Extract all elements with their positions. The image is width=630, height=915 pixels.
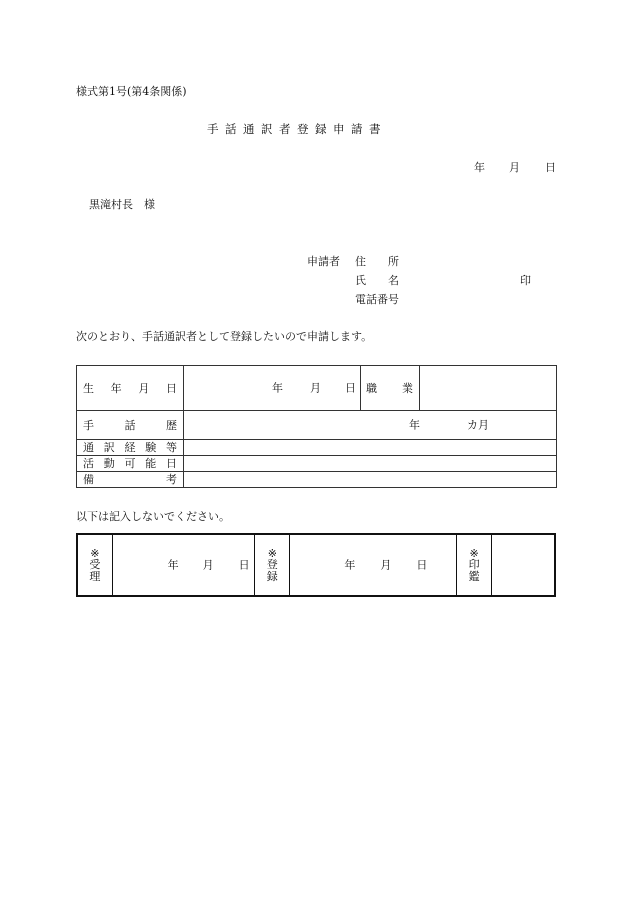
history-char-3: 歴 xyxy=(166,418,177,432)
received-year-label: 年 xyxy=(167,558,179,572)
history-year-label: 年 xyxy=(409,418,420,432)
seal-label-cell xyxy=(457,534,492,596)
received-day-label: 日 xyxy=(238,558,250,572)
birth-day-label: 日 xyxy=(345,381,356,395)
registered-char-1: 登 xyxy=(266,558,278,572)
birthdate-char-4: 日 xyxy=(165,381,177,395)
birthdate-value-cell[interactable] xyxy=(184,366,361,411)
interpret-exp-row xyxy=(77,440,557,456)
remarks-row xyxy=(77,472,557,488)
days-char-1: 活 xyxy=(83,457,94,470)
days-char-4: 能 xyxy=(145,457,157,470)
date-month-label: 月 xyxy=(509,161,520,174)
history-char-2: 話 xyxy=(124,418,136,432)
birth-month-label: 月 xyxy=(310,381,321,395)
office-use-row xyxy=(77,534,555,596)
remarks-value-cell[interactable] xyxy=(184,472,557,488)
seal-mark-symbol: ※ xyxy=(469,546,479,560)
remarks-char-2: 考 xyxy=(166,473,177,486)
note-text: 以下は記入しないでください。 xyxy=(76,510,230,523)
remarks-label-cell xyxy=(77,472,184,488)
exp-char-3: 経 xyxy=(124,441,136,454)
history-char-1: 手 xyxy=(83,418,94,432)
exp-char-4: 験 xyxy=(145,441,157,454)
received-month-label: 月 xyxy=(202,558,214,572)
remarks-char-1: 備 xyxy=(83,473,94,486)
seal-value-cell xyxy=(492,534,555,596)
received-date-cell xyxy=(112,534,255,596)
exp-char-2: 訳 xyxy=(103,441,115,454)
registered-char-2: 録 xyxy=(266,569,278,583)
date-day-label: 日 xyxy=(545,161,556,174)
received-mark: ※ xyxy=(90,546,100,560)
exp-char-5: 等 xyxy=(166,441,177,454)
received-label-cell xyxy=(77,534,112,596)
birthdate-char-1: 生 xyxy=(83,381,94,395)
date-year-label: 年 xyxy=(474,161,485,174)
activity-days-label-cell xyxy=(77,456,184,472)
registered-year-label: 年 xyxy=(344,558,356,572)
page-title: 手話通訳者登録申請書 xyxy=(207,122,387,136)
application-table xyxy=(76,365,557,488)
days-char-2: 動 xyxy=(103,457,115,470)
days-char-5: 日 xyxy=(166,457,177,470)
activity-days-row xyxy=(77,456,557,472)
birthdate-row xyxy=(77,366,557,411)
activity-days-value-cell[interactable] xyxy=(184,456,557,472)
form-number: 様式第1号(第4条関係) xyxy=(76,85,187,98)
registered-mark: ※ xyxy=(267,546,277,560)
interpret-exp-value-cell[interactable] xyxy=(184,440,557,456)
name-label: 氏 名 xyxy=(355,274,399,287)
registered-day-label: 日 xyxy=(416,558,428,572)
addressee: 黒滝村長 様 xyxy=(89,198,155,211)
history-months-label: カ月 xyxy=(467,418,489,432)
birth-year-label: 年 xyxy=(272,381,283,395)
occupation-label-cell xyxy=(361,366,420,411)
interpret-exp-label-cell xyxy=(77,440,184,456)
birthdate-char-2: 年 xyxy=(110,381,122,395)
occupation-value-cell[interactable] xyxy=(420,366,557,411)
received-char-1: 受 xyxy=(89,558,101,572)
occupation-char-1: 職 xyxy=(366,381,377,395)
address-label: 住 所 xyxy=(355,255,399,268)
applicant-label: 申請者 xyxy=(307,255,340,268)
registered-date-cell xyxy=(290,534,457,596)
birthdate-label-cell xyxy=(77,366,184,411)
seal-char-2: 鑑 xyxy=(468,569,480,583)
seal-mark: 印 xyxy=(520,274,531,287)
office-use-table xyxy=(76,533,556,597)
registered-label-cell xyxy=(255,534,290,596)
days-char-3: 可 xyxy=(124,457,136,470)
birthdate-char-3: 月 xyxy=(138,381,150,395)
sign-history-value-cell[interactable] xyxy=(184,411,557,440)
seal-char-1: 印 xyxy=(468,558,480,572)
intro-text: 次のとおり、手話通訳者として登録したいので申請します。 xyxy=(76,330,373,343)
phone-label: 電話番号 xyxy=(355,293,399,306)
registered-month-label: 月 xyxy=(380,558,392,572)
exp-char-1: 通 xyxy=(83,441,94,454)
sign-history-label-cell xyxy=(77,411,184,440)
sign-history-row xyxy=(77,411,557,440)
occupation-char-2: 業 xyxy=(402,381,413,395)
received-char-2: 理 xyxy=(89,569,101,583)
